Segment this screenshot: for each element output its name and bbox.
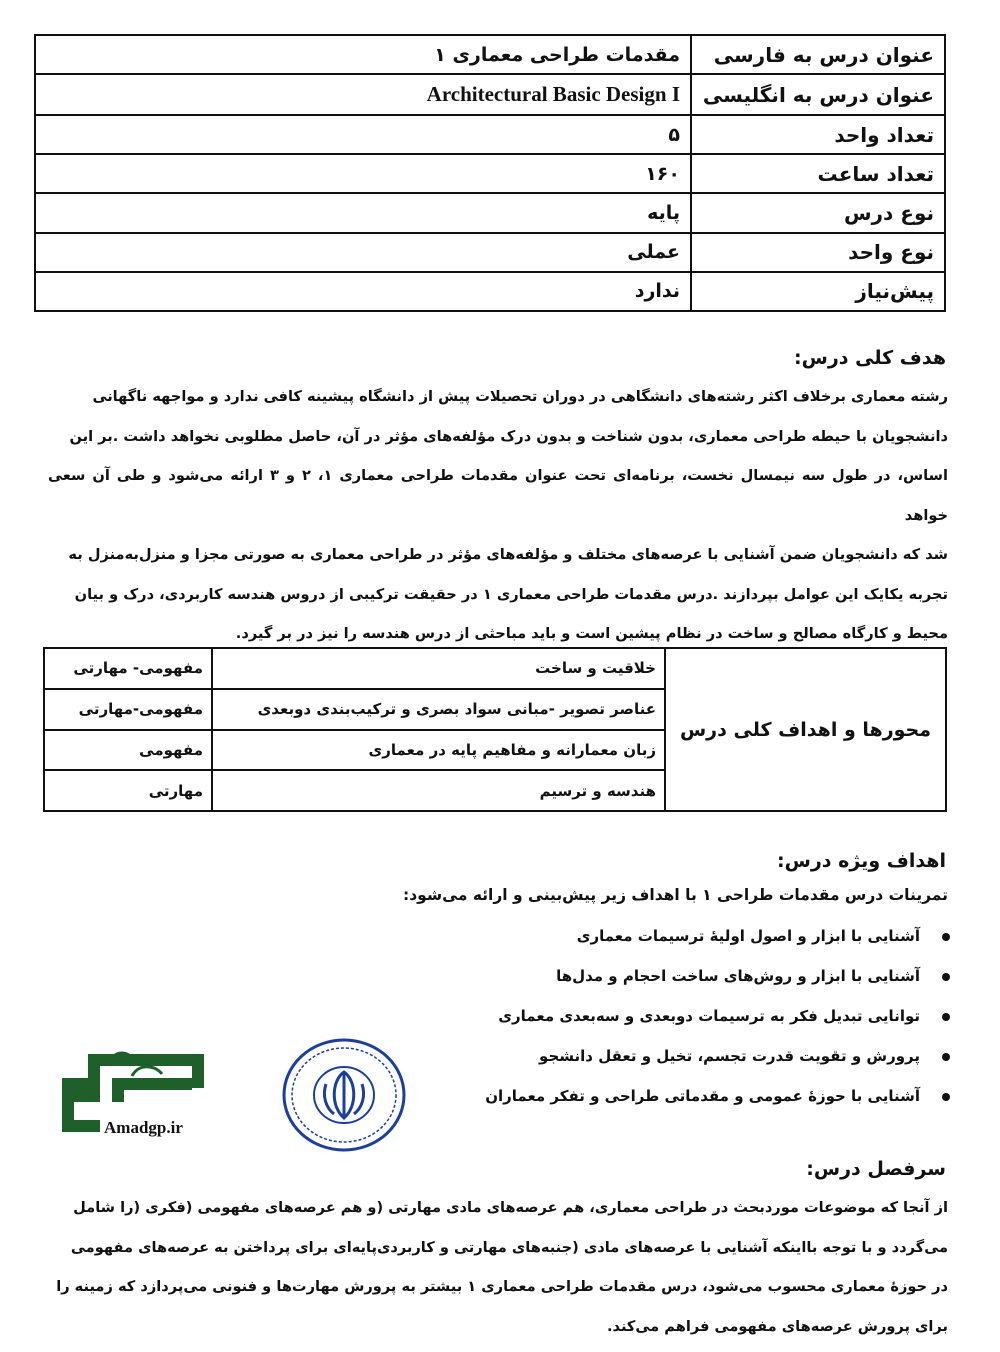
course-title-en-value: Architectural Basic Design I xyxy=(35,74,691,115)
paragraph-line: دانشجویان با حیطه طراحی معماری، بدون شناخت و بدون درک مؤلفه‌های مؤثر در آن، حاصل مطلوبی نخواهد داشت .بر این xyxy=(69,427,948,445)
course-info-table xyxy=(34,34,946,312)
axis-topic: زبان معمارانه و مفاهیم پایه در معماری xyxy=(212,730,665,771)
general-goal-paragraph xyxy=(48,377,948,654)
bullet-icon xyxy=(942,1053,950,1061)
table-row xyxy=(35,233,945,272)
bullet-icon xyxy=(942,933,950,941)
axis-kind: مهارتی xyxy=(44,770,212,811)
paragraph-line: در حوزهٔ معماری محسوب می‌شود، درس مقدمات طراحی معماری ۱ بیشتر به پرورش مهارت‌ها و فنونی می‌پردازد که زمینه را xyxy=(56,1278,948,1295)
axis-topic: هندسه و ترسیم xyxy=(212,770,665,811)
axis-kind: مفهومی-مهارتی xyxy=(44,689,212,730)
logo-text: Amadgp.ir xyxy=(104,1118,183,1137)
paragraph-line: از آنجا که موضوعات موردبحث در طراحی معماری، هم عرصه‌های مادی مهارتی (و هم عرصه‌های مفهومی (فکری (را شامل xyxy=(73,1199,948,1216)
prerequisite-label: پیش‌نیاز xyxy=(691,272,945,311)
paragraph-line: برای پرورش عرصه‌های مفهومی فراهم می‌کند. xyxy=(606,1317,948,1335)
bullet-icon xyxy=(942,973,950,981)
table-row xyxy=(35,115,945,154)
list-item: آشنایی با ابزار و اصول اولیهٔ ترسیمات معماری xyxy=(485,916,950,956)
syllabus-paragraph xyxy=(48,1188,948,1346)
course-title-fa-label: عنوان درس به فارسی xyxy=(691,35,945,74)
paragraph-line: تجربه یکایک این عوامل بپردازند .درس مقدمات طراحی معماری ۱ در حقیقت ترکیبی از دروس هندسه کاربردی، درک و بیان xyxy=(74,585,948,603)
units-label: تعداد واحد xyxy=(691,115,945,154)
axis-topic: خلاقیت و ساخت xyxy=(212,648,665,689)
axis-kind: مفهومی xyxy=(44,730,212,771)
paragraph-line: رشته معماری برخلاف اکثر رشته‌های دانشگاهی در دوران تحصیلات پیش از دانشگاه پیشینه کافی ندارد و مواجهه ناگهانی xyxy=(92,388,948,405)
course-type-label: نوع درس xyxy=(691,193,945,232)
bullet-icon xyxy=(942,1093,950,1101)
unit-type-value: عملی xyxy=(35,233,691,272)
unit-type-label: نوع واحد xyxy=(691,233,945,272)
course-type-value: پایه xyxy=(35,193,691,232)
general-goal-heading: هدف کلی درس: xyxy=(794,347,946,369)
table-row xyxy=(44,648,946,689)
specific-goals-heading: اهداف ویژه درس: xyxy=(777,850,946,872)
list-item: آشنایی با حوزهٔ عمومی و مقدماتی طراحی و تفکر معماران xyxy=(485,1076,950,1116)
table-row xyxy=(35,193,945,232)
ministry-seal-icon xyxy=(280,1036,408,1154)
course-axes-table xyxy=(43,647,947,812)
bullet-icon xyxy=(942,1013,950,1021)
course-title-en-label: عنوان درس به انگلیسی xyxy=(691,74,945,115)
table-row xyxy=(35,35,945,74)
units-value: ۵ xyxy=(35,115,691,154)
table-row xyxy=(35,272,945,311)
paragraph-line: می‌گردد و با توجه بااینکه آشنایی با عرصه‌های مادی (جنبه‌های مهارتی و کاربردی‌پایه‌ای برای پرداختن به عرصه‌های مفهومی xyxy=(70,1238,948,1256)
specific-goals-list xyxy=(485,916,950,1116)
axis-topic: عناصر تصویر -مبانی سواد بصری و ترکیب‌بندی دوبعدی xyxy=(212,689,665,730)
hours-label: تعداد ساعت xyxy=(691,154,945,193)
axes-lead-label: محورها و اهداف کلی درس xyxy=(665,648,946,811)
hours-value: ۱۶۰ xyxy=(35,154,691,193)
paragraph-line: اساس، در طول سه نیمسال نخست، برنامه‌ای تحت عنوان مقدمات طراحی معماری ۱، ۲ و ۳ ارائه می‌شود و طی آن سعی خواهد xyxy=(48,467,949,524)
list-item: پرورش و تقویت قدرت تجسم، تخیل و تعقل دانشجو xyxy=(485,1036,950,1076)
course-title-fa-value: مقدمات طراحی معماری ۱ xyxy=(35,35,691,74)
axis-kind: مفهومی- مهارتی xyxy=(44,648,212,689)
paragraph-line: شد که دانشجویان ضمن آشنایی با عرصه‌های مختلف و مؤلفه‌های مؤثر در طراحی معماری به صورتی مجزا و منزل‌به‌منزل به xyxy=(68,546,948,563)
prerequisite-value: ندارد xyxy=(35,272,691,311)
table-row xyxy=(35,74,945,115)
paragraph-line: محیط و کارگاه مصالح و ساخت در نظام پیشین است و باید مباحثی از درس هندسه را نیز در بر گیرد. xyxy=(235,625,948,642)
syllabus-heading: سرفصل درس: xyxy=(806,1158,946,1180)
specific-goals-intro: تمرینات درس مقدمات طراحی ۱ با اهداف زیر پیش‌بینی و ارائه می‌شود: xyxy=(403,886,948,904)
table-row xyxy=(35,154,945,193)
list-item: توانایی تبدیل فکر به ترسیمات دوبعدی و سه‌بعدی معماری xyxy=(485,996,950,1036)
list-item: آشنایی با ابزار و روش‌های ساخت احجام و مدل‌ها xyxy=(485,956,950,996)
